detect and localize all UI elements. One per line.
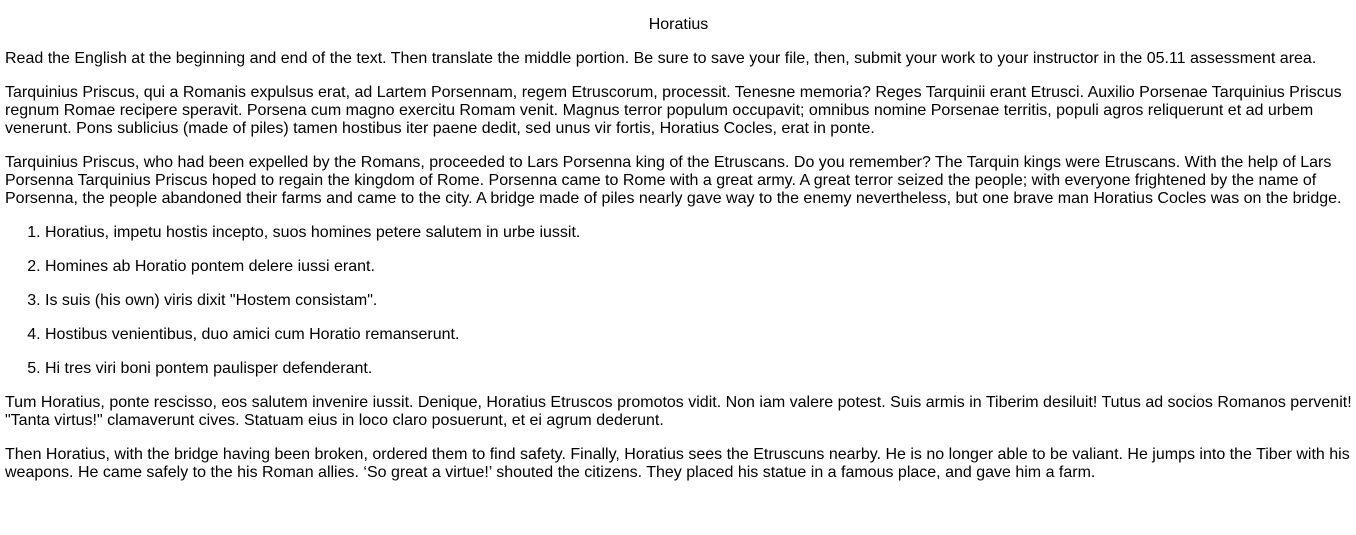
translation-list: [5, 224, 1352, 378]
translation-item-4: 4. Hostibus venientibus, duo amici cum Horatio remanserunt.: [45, 326, 1352, 344]
document-title: Horatius: [648, 16, 709, 33]
english-intro-paragraph: Tarquinius Priscus, who had been expelled by the Romans, proceeded to Lars Porsenna king of the Etruscans. Do you remember? The Tarquin kings were Etruscans. With the help of Lars Porsenna Tarquinius Priscus hoped to regain the kingdom of Rome. Porsenna came to Rome with a great army. A great terror seized the people; with everyone frightened by the name of Porsenna, the people abandoned their farms and came to the city. A bridge made of piles nearly gave way to the enemy nevertheless, but one brave man Horatius Cocles was on the bridge.: [5, 154, 1342, 207]
latin-intro-paragraph: Tarquinius Priscus, qui a Romanis expulsus erat, ad Lartem Porsennam, regem Etruscorum, processit. Tenesne memoria? Reges Tarquinii erant Etrusci. Auxilio Porsenae Tarquinius Priscus regnum Romae recipere speravit. Porsena cum magno exercitu Romam venit. Magnus terror populum occupavit; omnibus nomine Porsenae territis, populi agros reliquerunt et ad urbem venerunt. Pons sublicius (made of piles) tamen hostibus iter paene dedit, sed unus vir fortis, Horatius Cocles, erat in ponte.: [5, 84, 1342, 137]
instructions-paragraph: Read the English at the beginning and end of the text. Then translate the middle portion. Be sure to save your file, then, submit your work to your instructor in the 05.11 assessment area.: [5, 50, 1317, 67]
translation-item-1: 1. Horatius, impetu hostis incepto, suos homines petere salutem in urbe iussit.: [45, 224, 1352, 242]
translation-item-2: 2. Homines ab Horatio pontem delere iussi erant.: [45, 258, 1352, 276]
latin-ending-paragraph: Tum Horatius, ponte rescisso, eos salutem invenire iussit. Denique, Horatius Etruscos promotos vidit. Non iam valere potest. Suis armis in Tiberim desiluit! Tutus ad socios Romanos pervenit! "Tanta virtus!" clamaverunt cives. Statuam eius in loco claro posuerunt, et ei agrum dederunt.: [5, 394, 1352, 429]
document-page: [0, 16, 1356, 482]
translation-item-3: 3. Is suis (his own) viris dixit "Hostem consistam".: [45, 292, 1352, 310]
english-ending-paragraph: Then Horatius, with the bridge having been broken, ordered them to find safety. Finally, Horatius sees the Etruscuns nearby. He is no longer able to be valiant. He jumps into the Tiber with his weapons. He came safely to the his Roman allies. ‘So great a virtue!’ shouted the citizens. They placed his statue in a famous place, and gave him a farm.: [5, 446, 1350, 481]
translation-item-5: 5. Hi tres viri boni pontem paulisper defenderant.: [45, 360, 1352, 378]
